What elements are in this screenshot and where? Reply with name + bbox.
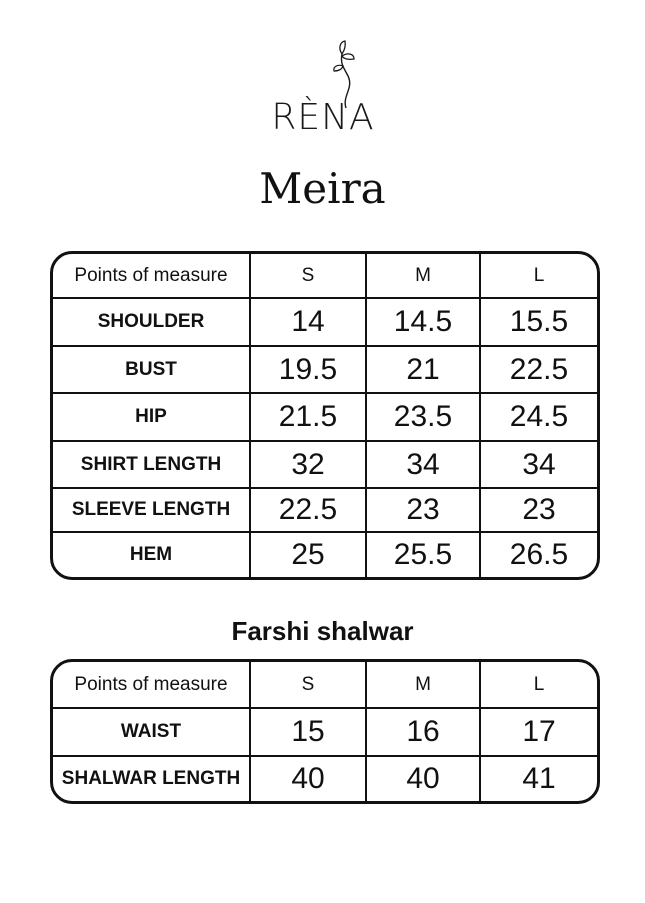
- column-header-s: S: [251, 254, 367, 299]
- table-row: [53, 757, 597, 801]
- row-label: HEM: [53, 533, 251, 577]
- value-cell: 21.5: [251, 394, 367, 442]
- column-header-s: S: [251, 662, 367, 709]
- value-cell: 14: [251, 299, 367, 347]
- row-label: HIP: [53, 394, 251, 442]
- value-cell: 23: [481, 489, 597, 533]
- row-label: BUST: [53, 347, 251, 394]
- column-header-points: Points of measure: [53, 254, 251, 299]
- column-header-points: Points of measure: [53, 662, 251, 709]
- table-row: [53, 533, 597, 577]
- value-cell: 22.5: [481, 347, 597, 394]
- brand-name: RÈNA: [271, 97, 375, 138]
- table-row: [53, 442, 597, 489]
- value-cell: 17: [481, 709, 597, 757]
- value-cell: 22.5: [251, 489, 367, 533]
- brand-logo: [242, 26, 404, 146]
- value-cell: 24.5: [481, 394, 597, 442]
- table-header-row: [53, 662, 597, 709]
- value-cell: 34: [367, 442, 481, 489]
- value-cell: 15: [251, 709, 367, 757]
- row-label: SHALWAR LENGTH: [53, 757, 251, 801]
- table-row: [53, 709, 597, 757]
- row-label: SHIRT LENGTH: [53, 442, 251, 489]
- row-label: SLEEVE LENGTH: [53, 489, 251, 533]
- product-title: Meira: [259, 164, 386, 213]
- table-row: [53, 299, 597, 347]
- value-cell: 14.5: [367, 299, 481, 347]
- column-header-m: M: [367, 254, 481, 299]
- value-cell: 21: [367, 347, 481, 394]
- value-cell: 34: [481, 442, 597, 489]
- column-header-l: L: [481, 662, 597, 709]
- value-cell: 23.5: [367, 394, 481, 442]
- value-cell: 40: [367, 757, 481, 801]
- value-cell: 41: [522, 762, 556, 795]
- row-label: SHOULDER: [53, 299, 251, 347]
- table-row: [53, 394, 597, 442]
- row-label: WAIST: [53, 709, 251, 757]
- table-header-row: [53, 254, 597, 299]
- value-cell: 40: [251, 757, 367, 801]
- value-cell: 15.5: [481, 299, 597, 347]
- value-cell: 26.5: [509, 538, 569, 571]
- value-cell: 19.5: [251, 347, 367, 394]
- table-row: [53, 489, 597, 533]
- value-cell: 23: [367, 489, 481, 533]
- value-cell: 25.5: [367, 533, 481, 577]
- value-cell: 16: [367, 709, 481, 757]
- shalwar-size-table: [50, 659, 600, 804]
- size-chart-table: [50, 251, 600, 580]
- column-header-m: M: [367, 662, 481, 709]
- section-title: Farshi shalwar: [231, 616, 414, 646]
- table-row: [53, 347, 597, 394]
- value-cell: 25: [251, 533, 367, 577]
- column-header-l: L: [481, 254, 597, 299]
- value-cell: 32: [251, 442, 367, 489]
